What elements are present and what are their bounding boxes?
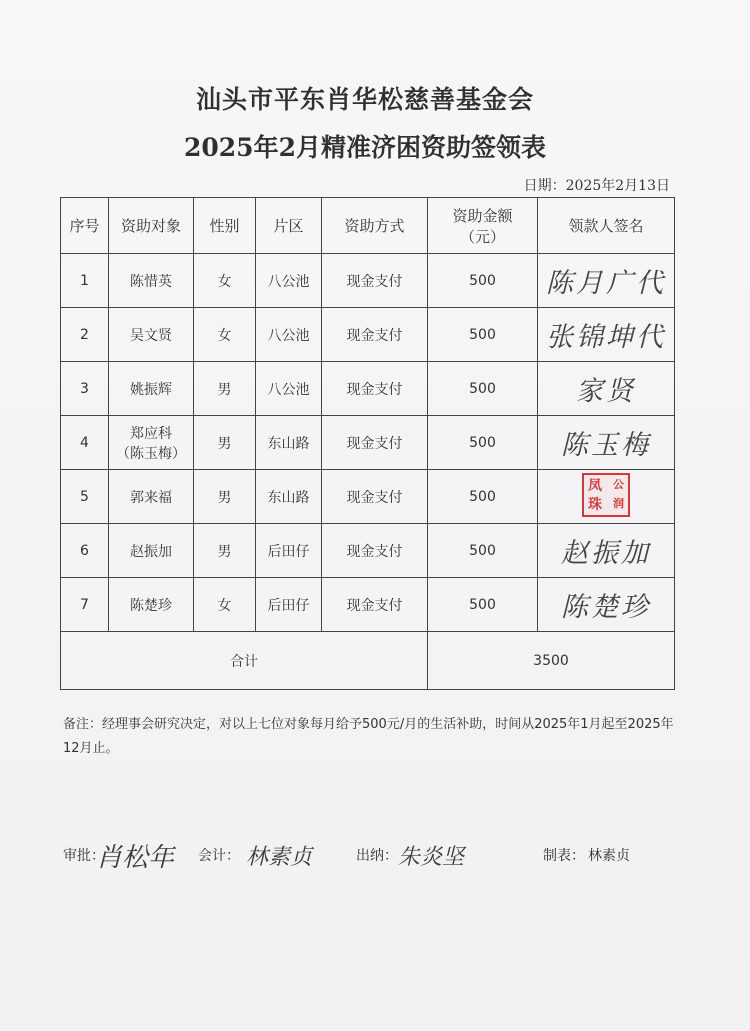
red-seal-stamp [582, 473, 630, 517]
header-no: 序号 [61, 198, 109, 254]
grant-table [60, 197, 675, 690]
cell-method: 现金支付 [322, 308, 428, 362]
table-header-row [61, 198, 675, 254]
prepared-by: 林素贞 [588, 848, 630, 864]
prepared-label: 制表： [543, 848, 585, 864]
accountant-label: 会计： [198, 848, 240, 864]
handwritten-signature: 陈玉梅 [561, 430, 651, 461]
cell-area: 八公池 [256, 362, 322, 416]
header-amount-unit: （元） [459, 227, 505, 246]
table-row [61, 308, 675, 362]
document-subtitle: 2025年2月精准济困资助签领表 [184, 133, 546, 162]
header-recipient: 资助对象 [109, 198, 194, 254]
cell-signature [538, 524, 675, 578]
header-signature: 领款人签名 [538, 198, 675, 254]
table-row [61, 416, 675, 470]
handwritten-signature: 陈月广代 [546, 268, 666, 299]
cell-name: 姚振辉 [109, 362, 194, 416]
handwritten-signature: 家贤 [576, 376, 636, 407]
cell-signature [538, 416, 675, 470]
cell-signature [538, 254, 675, 308]
header-amount [428, 198, 538, 254]
cell-gender: 女 [194, 254, 256, 308]
cell-signature [538, 578, 675, 632]
header-gender: 性别 [194, 198, 256, 254]
document-title: 汕头市平东肖华松慈善基金会 [195, 85, 534, 114]
handwritten-signature: 陈楚珍 [561, 592, 651, 623]
date-line [524, 175, 670, 195]
cell-gender: 女 [194, 578, 256, 632]
cashier-label: 出纳： [356, 848, 398, 864]
cell-amount: 500 [428, 254, 538, 308]
seal-char: 凤 [588, 477, 602, 494]
cell-name: 吴文贤 [109, 308, 194, 362]
cell-signature [538, 470, 675, 524]
approve-signature: 肖松年 [96, 843, 175, 873]
cell-no: 7 [61, 578, 109, 632]
cell-gender: 女 [194, 308, 256, 362]
cell-area: 后田仔 [256, 578, 322, 632]
seal-char: 润 [613, 496, 624, 510]
cell-gender: 男 [194, 362, 256, 416]
cell-no: 6 [61, 524, 109, 578]
cell-method: 现金支付 [322, 470, 428, 524]
cell-name: 陈惜英 [109, 254, 194, 308]
table-row [61, 578, 675, 632]
cell-name: 郭来福 [109, 470, 194, 524]
seal-char: 公 [613, 477, 624, 491]
cell-area: 东山路 [256, 470, 322, 524]
cell-amount: 500 [428, 308, 538, 362]
cell-signature [538, 308, 675, 362]
cell-area: 东山路 [256, 416, 322, 470]
cell-method: 现金支付 [322, 578, 428, 632]
cell-name [109, 416, 194, 470]
seal-char: 珠 [588, 496, 602, 513]
cell-signature [538, 362, 675, 416]
cell-name-line2: （陈玉梅） [116, 445, 186, 462]
cell-amount: 500 [428, 524, 538, 578]
handwritten-signature: 赵振加 [561, 538, 651, 569]
cashier-signature: 朱炎坚 [398, 845, 465, 870]
table-row [61, 254, 675, 308]
handwritten-signature: 张锦坤代 [546, 322, 666, 353]
date-value: 2025年2月13日 [565, 178, 670, 194]
total-value: 3500 [428, 632, 675, 690]
cell-no: 5 [61, 470, 109, 524]
cell-gender: 男 [194, 470, 256, 524]
cell-no: 2 [61, 308, 109, 362]
cell-method: 现金支付 [322, 254, 428, 308]
total-label: 合计 [61, 632, 428, 690]
header-method: 资助方式 [322, 198, 428, 254]
approve-label: 审批： [63, 848, 105, 864]
cell-method: 现金支付 [322, 524, 428, 578]
header-amount-line1: 资助金额 [452, 206, 513, 225]
signoff-footer [0, 837, 750, 897]
cell-area: 八公池 [256, 254, 322, 308]
total-row [61, 632, 675, 690]
cell-name: 陈楚珍 [109, 578, 194, 632]
cell-area: 后田仔 [256, 524, 322, 578]
cell-no: 4 [61, 416, 109, 470]
table-row [61, 524, 675, 578]
cell-amount: 500 [428, 578, 538, 632]
accountant-signature: 林素贞 [246, 845, 313, 870]
cell-name: 赵振加 [109, 524, 194, 578]
cell-gender: 男 [194, 416, 256, 470]
table-row [61, 362, 675, 416]
cell-amount: 500 [428, 362, 538, 416]
cell-no: 3 [61, 362, 109, 416]
cell-amount: 500 [428, 416, 538, 470]
date-label: 日期： [523, 178, 566, 194]
table-row [61, 470, 675, 524]
remarks-note: 备注：经理事会研究决定，对以上七位对象每月给予500元/月的生活补助，时间从2025年1月起至2025年12月止。 [63, 717, 674, 756]
cell-gender: 男 [194, 524, 256, 578]
cell-name-line1: 郑应科 [130, 425, 172, 442]
cell-no: 1 [61, 254, 109, 308]
cell-method: 现金支付 [322, 416, 428, 470]
cell-method: 现金支付 [322, 362, 428, 416]
cell-amount: 500 [428, 470, 538, 524]
header-area: 片区 [256, 198, 322, 254]
cell-area: 八公池 [256, 308, 322, 362]
